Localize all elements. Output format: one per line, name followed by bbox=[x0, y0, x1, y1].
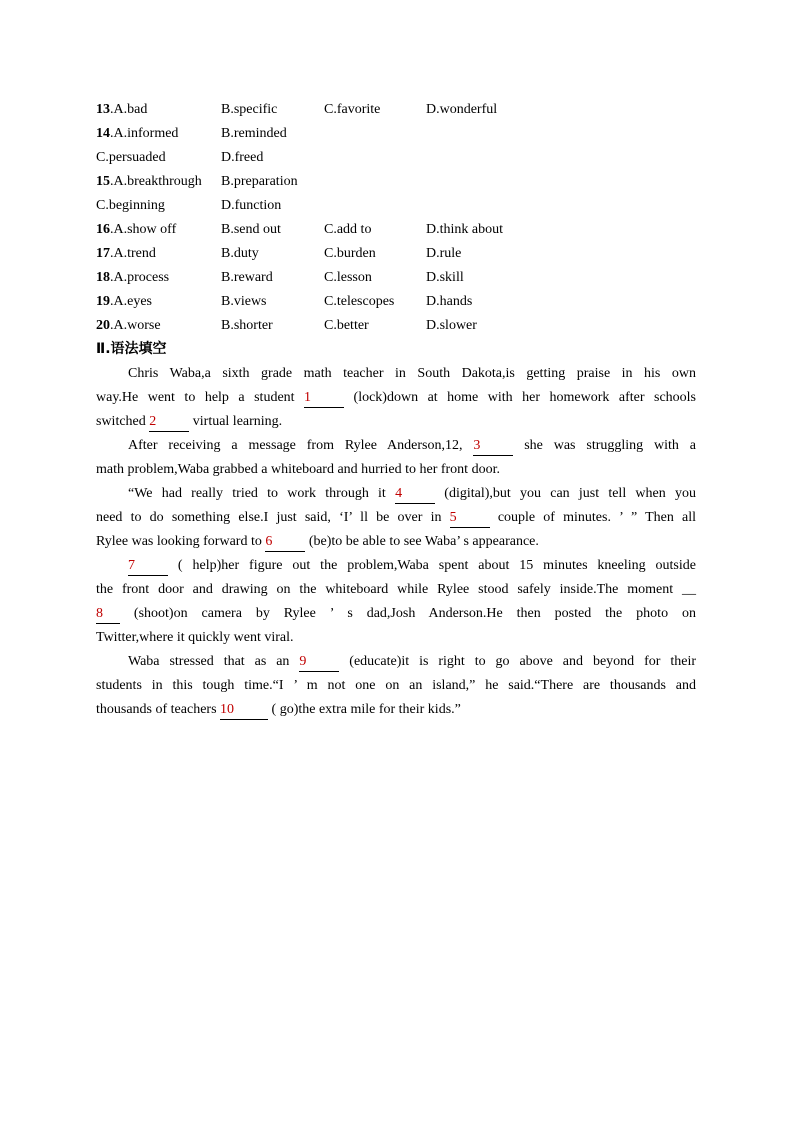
option-c bbox=[324, 146, 426, 170]
passage-line: Chris Waba,a sixth grade math teacher in South Dakota,is getting praise in his own bbox=[128, 366, 696, 381]
passage-line: students in this tough time.“I ’ m not one on an island,” he said.“There are thousands and bbox=[96, 678, 696, 693]
blank-9[interactable]: 9 bbox=[299, 653, 339, 672]
option-d bbox=[426, 290, 546, 314]
option-c bbox=[324, 266, 426, 290]
text-segment: “We had really tried to work through it bbox=[128, 486, 396, 501]
option-b bbox=[221, 290, 324, 314]
option-text: C.add to bbox=[324, 222, 372, 237]
option-d bbox=[426, 218, 546, 242]
passage-line: math problem,Waba grabbed a whiteboard and hurried to her front door. bbox=[96, 462, 500, 477]
option-text: D.slower bbox=[426, 318, 477, 333]
option-row bbox=[96, 170, 546, 194]
option-a bbox=[96, 122, 221, 146]
option-a bbox=[96, 146, 221, 170]
question-number: 19 bbox=[96, 294, 110, 309]
question-number: 15 bbox=[96, 174, 110, 189]
option-text: B.reward bbox=[221, 270, 273, 285]
answer-options-body bbox=[96, 98, 546, 338]
blank-2[interactable]: 2 bbox=[149, 413, 189, 432]
option-c bbox=[324, 122, 426, 146]
blank-7[interactable]: 7 bbox=[128, 557, 168, 576]
option-a bbox=[96, 266, 221, 290]
option-d bbox=[426, 146, 546, 170]
option-row bbox=[96, 290, 546, 314]
option-text: D.hands bbox=[426, 294, 473, 309]
option-row bbox=[96, 98, 546, 122]
text-segment: thousands of teachers bbox=[96, 702, 221, 717]
option-text: B.views bbox=[221, 294, 267, 309]
option-d bbox=[426, 242, 546, 266]
option-b bbox=[221, 218, 324, 242]
text-segment: ( go)the extra mile for their kids.” bbox=[268, 702, 461, 717]
passage-line bbox=[96, 434, 696, 458]
text-segment: Rylee was looking forward to bbox=[96, 534, 266, 549]
passage-line bbox=[96, 506, 696, 530]
blank-1[interactable]: 1 bbox=[304, 389, 344, 408]
option-text: .A.show off bbox=[110, 222, 177, 237]
option-a bbox=[96, 170, 221, 194]
option-c bbox=[324, 242, 426, 266]
option-text: D.think about bbox=[426, 222, 503, 237]
passage-line bbox=[96, 530, 696, 554]
option-d bbox=[426, 266, 546, 290]
passage-line bbox=[96, 482, 696, 506]
option-text: D.skill bbox=[426, 270, 464, 285]
option-row bbox=[96, 146, 546, 170]
option-a bbox=[96, 218, 221, 242]
option-text: C.beginning bbox=[96, 198, 165, 213]
passage-line: Twitter,where it quickly went viral. bbox=[96, 630, 294, 645]
option-b bbox=[221, 266, 324, 290]
option-text: D.rule bbox=[426, 246, 462, 261]
option-text: B.duty bbox=[221, 246, 259, 261]
option-text: .A.bad bbox=[110, 102, 148, 117]
passage-paragraph-4 bbox=[96, 554, 696, 650]
option-text: B.reminded bbox=[221, 126, 287, 141]
option-d bbox=[426, 170, 546, 194]
option-text: C.persuaded bbox=[96, 150, 166, 165]
option-a bbox=[96, 314, 221, 338]
text-segment: virtual learning. bbox=[189, 414, 283, 429]
option-row bbox=[96, 122, 546, 146]
blank-8[interactable]: 8 bbox=[96, 605, 120, 624]
option-c bbox=[324, 218, 426, 242]
text-segment: couple of minutes. ’ ” Then all bbox=[489, 510, 697, 525]
option-row bbox=[96, 218, 546, 242]
option-text: .A.worse bbox=[110, 318, 161, 333]
option-text: B.send out bbox=[221, 222, 281, 237]
text-segment: way.He went to help a student bbox=[96, 390, 305, 405]
blank-5[interactable]: 5 bbox=[450, 509, 490, 528]
question-number: 16 bbox=[96, 222, 110, 237]
passage-line bbox=[96, 650, 696, 674]
passage-paragraph-2 bbox=[96, 434, 696, 482]
question-number: 18 bbox=[96, 270, 110, 285]
question-number: 14 bbox=[96, 126, 110, 141]
passage-line: the front door and drawing on the whiteboard while Rylee stood safely inside.The moment __ bbox=[96, 582, 696, 597]
option-d bbox=[426, 122, 546, 146]
answer-options-table bbox=[96, 98, 546, 338]
option-b bbox=[221, 314, 324, 338]
text-segment: Waba stressed that as an bbox=[128, 654, 300, 669]
text-segment: need to do something else.I just said, ‘I’ ll be over in bbox=[96, 510, 450, 525]
option-d bbox=[426, 98, 546, 122]
option-text: B.shorter bbox=[221, 318, 273, 333]
option-text: B.preparation bbox=[221, 174, 298, 189]
option-c bbox=[324, 98, 426, 122]
option-c bbox=[324, 170, 426, 194]
passage-paragraph-3 bbox=[96, 482, 696, 554]
text-segment: ( help)her figure out the problem,Waba spent about 15 minutes kneeling outside bbox=[168, 558, 696, 573]
section-title: Ⅱ.语法填空 bbox=[96, 341, 167, 357]
option-text: B.specific bbox=[221, 102, 278, 117]
passage-line bbox=[96, 602, 696, 626]
option-d bbox=[426, 194, 546, 218]
option-b bbox=[221, 122, 324, 146]
option-text: C.burden bbox=[324, 246, 376, 261]
passage-line bbox=[96, 386, 696, 410]
option-text: D.wonderful bbox=[426, 102, 498, 117]
passage-paragraph-1 bbox=[96, 362, 696, 434]
option-text: .A.eyes bbox=[110, 294, 152, 309]
option-a bbox=[96, 290, 221, 314]
question-number: 13 bbox=[96, 102, 110, 117]
option-text: C.better bbox=[324, 318, 369, 333]
option-c bbox=[324, 290, 426, 314]
question-number: 20 bbox=[96, 318, 110, 333]
option-c bbox=[324, 194, 426, 218]
blank-6[interactable]: 6 bbox=[265, 533, 305, 552]
option-a bbox=[96, 242, 221, 266]
option-text: C.lesson bbox=[324, 270, 372, 285]
option-row bbox=[96, 242, 546, 266]
text-segment: (educate)it is right to go above and beyond for their bbox=[339, 654, 696, 669]
option-text: C.favorite bbox=[324, 102, 381, 117]
blank-10[interactable]: 10 bbox=[220, 701, 268, 720]
option-c bbox=[324, 314, 426, 338]
text-segment: she was struggling with a bbox=[513, 438, 696, 453]
option-text: .A.informed bbox=[110, 126, 179, 141]
option-b bbox=[221, 170, 324, 194]
text-segment: (be)to be able to see Waba’ s appearance. bbox=[305, 534, 539, 549]
passage-line bbox=[96, 410, 696, 434]
option-text: C.telescopes bbox=[324, 294, 395, 309]
option-row bbox=[96, 266, 546, 290]
passage-line bbox=[96, 554, 696, 578]
option-row bbox=[96, 194, 546, 218]
option-text: .A.breakthrough bbox=[110, 174, 202, 189]
blank-3[interactable]: 3 bbox=[473, 437, 513, 456]
option-text: D.function bbox=[221, 198, 282, 213]
passage-paragraph-5 bbox=[96, 650, 696, 722]
passage-line bbox=[96, 698, 696, 722]
option-text: .A.process bbox=[110, 270, 170, 285]
option-d bbox=[426, 314, 546, 338]
text-segment: (lock)down at home with her homework after schools bbox=[344, 390, 696, 405]
option-b bbox=[221, 146, 324, 170]
option-a bbox=[96, 194, 221, 218]
option-text: D.freed bbox=[221, 150, 264, 165]
text-segment: (digital),but you can just tell when you bbox=[435, 486, 696, 501]
text-segment: After receiving a message from Rylee Anderson,12, bbox=[128, 438, 474, 453]
option-b bbox=[221, 98, 324, 122]
option-b bbox=[221, 194, 324, 218]
question-number: 17 bbox=[96, 246, 110, 261]
text-segment: switched bbox=[96, 414, 150, 429]
option-a bbox=[96, 98, 221, 122]
text-segment: (shoot)on camera by Rylee ’ s dad,Josh Anderson.He then posted the photo on bbox=[120, 606, 696, 621]
option-text: .A.trend bbox=[110, 246, 156, 261]
blank-4[interactable]: 4 bbox=[395, 485, 435, 504]
option-b bbox=[221, 242, 324, 266]
option-row bbox=[96, 314, 546, 338]
